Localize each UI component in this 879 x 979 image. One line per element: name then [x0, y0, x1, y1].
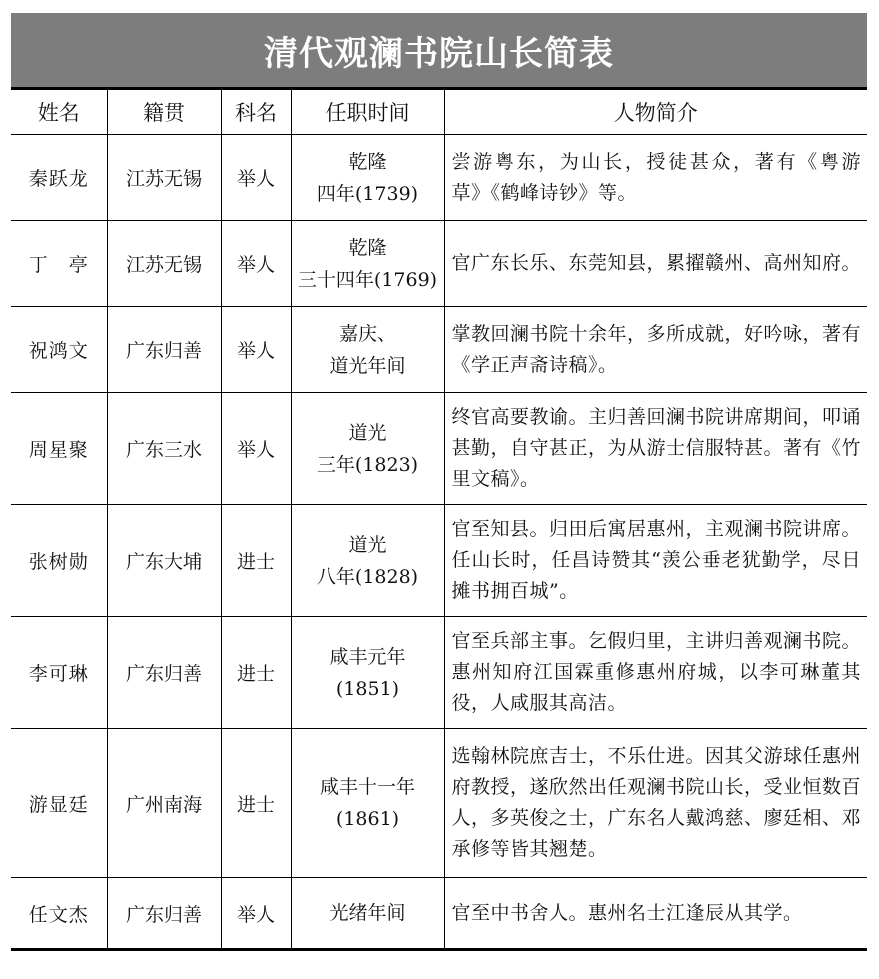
- table-row: [11, 393, 867, 505]
- cell-origin: 江苏无锡: [107, 221, 221, 307]
- cell-term: [291, 221, 444, 307]
- term-line-2: 八年(1828): [316, 565, 419, 588]
- cell-name: 周星聚: [11, 393, 107, 505]
- term-line-1: 咸丰十一年: [319, 776, 415, 798]
- cell-term: [291, 617, 444, 729]
- cell-bio: 终官高要教谕。主归善回澜书院讲席期间，叩诵甚勤，自守甚正，为从游士信服特甚。著有《竹里文稿》。: [444, 393, 867, 505]
- term-line-2: 三年(1823): [316, 453, 419, 476]
- table-row: [11, 307, 867, 393]
- header-term: 任职时间: [291, 89, 444, 135]
- table-row: [11, 878, 867, 950]
- table-row: [11, 617, 867, 729]
- cell-term: [291, 393, 444, 505]
- cell-origin: 广东归善: [107, 617, 221, 729]
- cell-degree: 进士: [221, 729, 291, 878]
- table-row: [11, 729, 867, 878]
- header-degree: 科名: [221, 89, 291, 135]
- cell-degree: 举人: [221, 307, 291, 393]
- cell-origin: 广东归善: [107, 878, 221, 950]
- table-row: [11, 221, 867, 307]
- header-row: [11, 89, 867, 135]
- cell-name: 李可琳: [11, 617, 107, 729]
- cell-name: 秦跃龙: [11, 135, 107, 221]
- header-name: 姓名: [11, 89, 107, 135]
- term-line-2: (1861): [335, 808, 400, 830]
- cell-bio: 官至兵部主事。乞假归里，主讲归善观澜书院。惠州知府江国霖重修惠州府城，以李可琳董其役，人咸服其高洁。: [444, 617, 867, 729]
- cell-bio: 官至知县。归田后寓居惠州，主观澜书院讲席。任山长时，任昌诗赞其“羡公垂老犹勤学，尽日摊书拥百城”。: [444, 505, 867, 617]
- cell-name: 丁 亭: [11, 221, 107, 307]
- headmasters-table: [11, 87, 867, 951]
- cell-term: [291, 505, 444, 617]
- cell-bio: 官至中书舍人。惠州名士江逢辰从其学。: [444, 878, 867, 950]
- cell-origin: 广东三水: [107, 393, 221, 505]
- cell-bio: 尝游粤东，为山长，授徒甚众，著有《粤游草》《鹤峰诗钞》等。: [444, 135, 867, 221]
- cell-origin: 广东归善: [107, 307, 221, 393]
- cell-name: 祝鸿文: [11, 307, 107, 393]
- term-line-1: 光绪年间: [329, 902, 406, 924]
- cell-origin: 广州南海: [107, 729, 221, 878]
- cell-degree: 进士: [221, 617, 291, 729]
- term-line-2: 三十四年(1769): [297, 268, 438, 291]
- header-origin: 籍贯: [107, 89, 221, 135]
- cell-origin: 广东大埔: [107, 505, 221, 617]
- term-line-2: (1851): [335, 677, 400, 700]
- term-line-2: 四年(1739): [316, 182, 419, 205]
- cell-degree: 举人: [221, 221, 291, 307]
- cell-name: 游显廷: [11, 729, 107, 878]
- document: [11, 13, 867, 951]
- table-row: [11, 135, 867, 221]
- term-line-1: 嘉庆、: [338, 322, 396, 345]
- cell-bio: 官广东长乐、东莞知县，累擢赣州、高州知府。: [444, 221, 867, 307]
- cell-term: [291, 135, 444, 221]
- term-line-1: 乾隆: [348, 236, 387, 259]
- table-row: [11, 505, 867, 617]
- cell-bio: 选翰林院庶吉士，不乐仕进。因其父游球任惠州府教授，遂欣然出任观澜书院山长，受业恒数百人，多英俊之士，广东名人戴鸿慈、廖廷相、邓承修等皆其翘楚。: [444, 729, 867, 878]
- cell-term: [291, 729, 444, 878]
- term-line-1: 咸丰元年: [329, 645, 406, 668]
- cell-degree: 举人: [221, 135, 291, 221]
- cell-bio: 掌教回澜书院十余年，多所成就，好吟咏，著有《学正声斋诗稿》。: [444, 307, 867, 393]
- cell-degree: 进士: [221, 505, 291, 617]
- cell-origin: 江苏无锡: [107, 135, 221, 221]
- term-line-1: 道光: [348, 421, 387, 444]
- cell-degree: 举人: [221, 393, 291, 505]
- table-title: 清代观澜书院山长简表: [11, 13, 867, 87]
- cell-name: 张树勋: [11, 505, 107, 617]
- term-line-2: 道光年间: [329, 354, 406, 377]
- cell-name: 任文杰: [11, 878, 107, 950]
- header-bio: 人物简介: [444, 89, 867, 135]
- term-line-1: 道光: [348, 533, 387, 556]
- cell-term: [291, 307, 444, 393]
- term-line-1: 乾隆: [348, 150, 387, 173]
- cell-term: [291, 878, 444, 950]
- cell-degree: 举人: [221, 878, 291, 950]
